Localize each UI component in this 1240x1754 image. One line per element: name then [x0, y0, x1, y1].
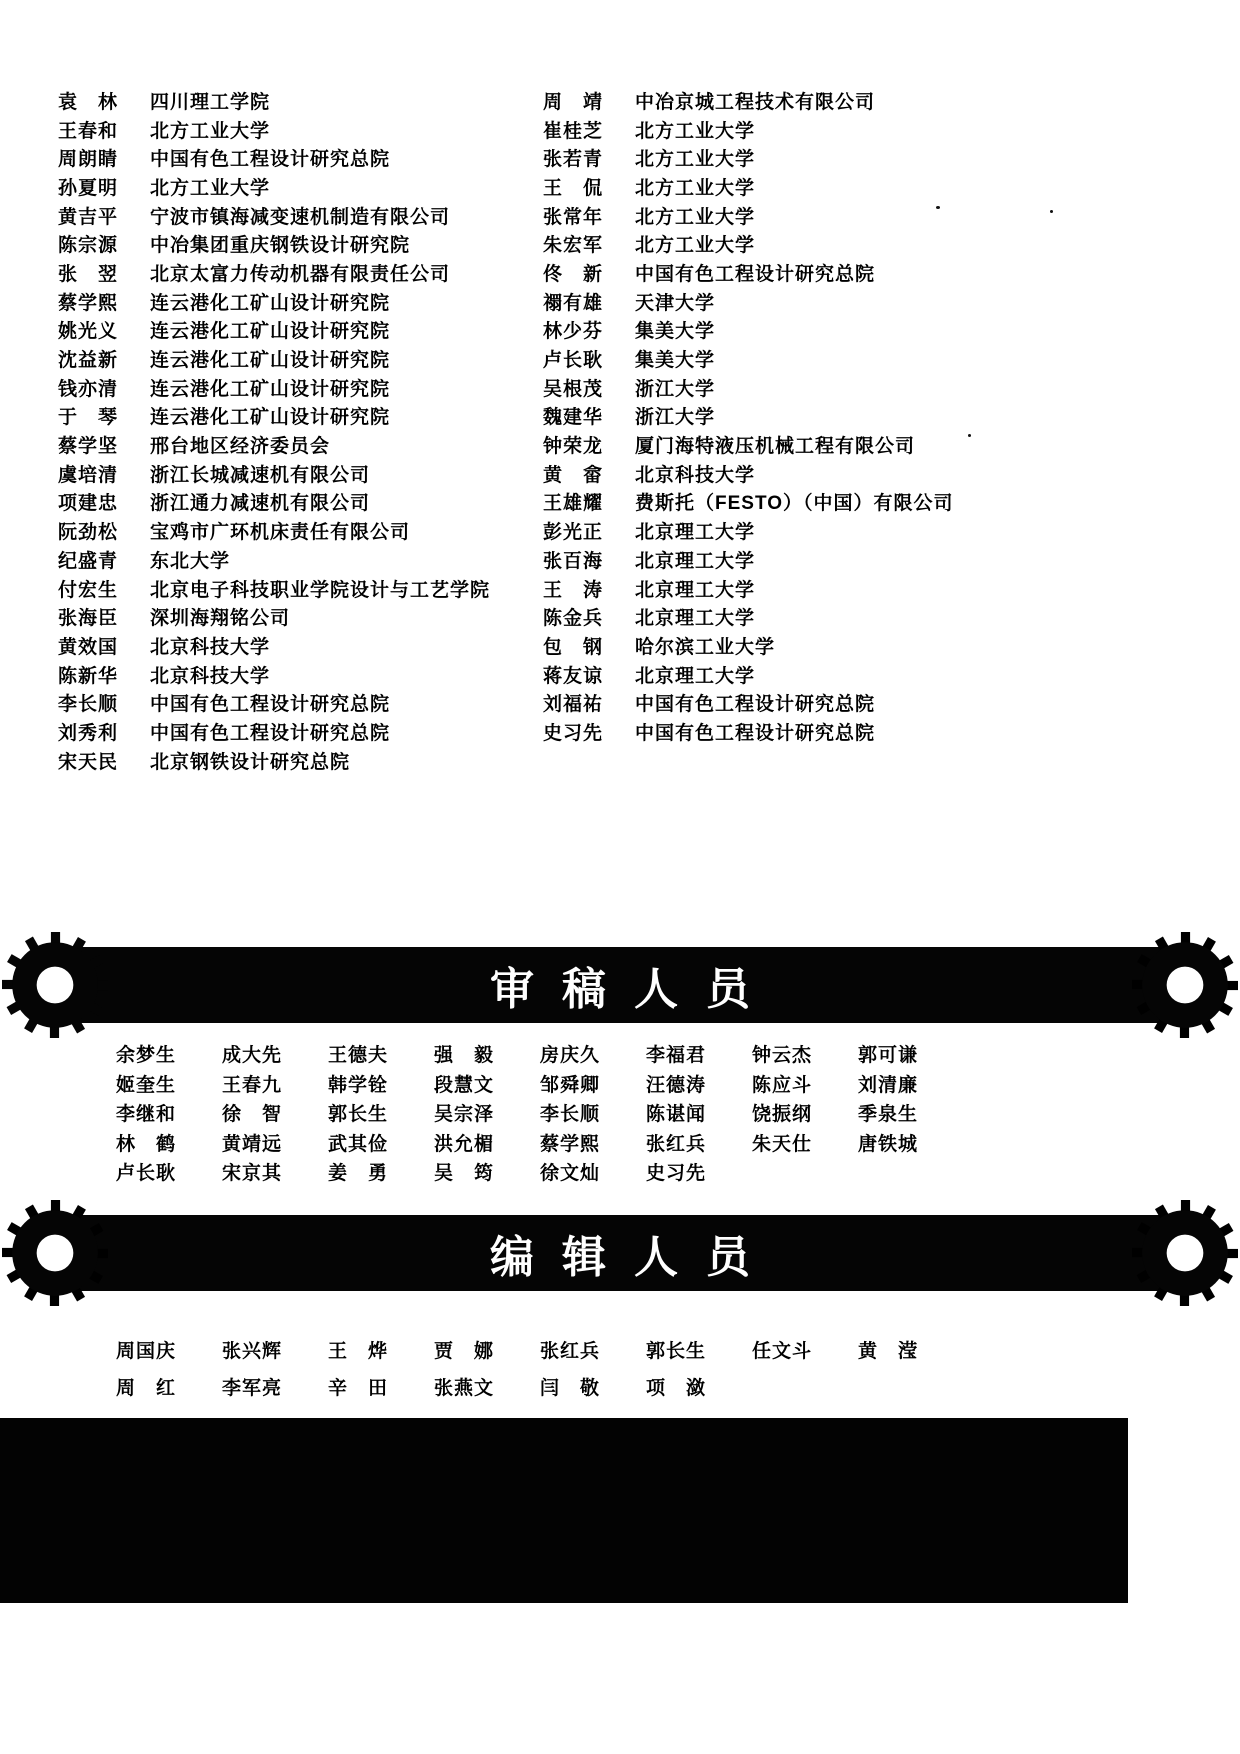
name-grid-row	[116, 1336, 964, 1373]
contributor-name: 刘福祐	[543, 694, 604, 716]
contributor-name: 王 涛	[543, 579, 604, 601]
contributor-affiliation: 北京理工大学	[635, 550, 756, 572]
contributor-name: 姚光义	[58, 321, 119, 343]
reviewer-name: 段慧文	[434, 1074, 495, 1096]
reviewer-name: 洪允楣	[434, 1133, 495, 1155]
contributor-name: 林少芬	[543, 321, 604, 343]
contributor-row	[58, 660, 533, 689]
contributor-row	[543, 459, 1193, 488]
contributor-affiliation: 连云港化工矿山设计研究院	[150, 350, 391, 372]
contributor-name: 周朗睛	[58, 149, 119, 171]
contributor-name: 王 侃	[543, 177, 604, 199]
reviewer-name: 徐 智	[222, 1104, 283, 1125]
name-grid-row	[116, 1099, 964, 1129]
reviewer-name: 姜 勇	[328, 1163, 389, 1184]
reviewer-name: 成大先	[222, 1045, 283, 1066]
contributor-affiliation: 北京科技大学	[150, 665, 271, 687]
reviewer-name: 吴 筠	[434, 1163, 495, 1184]
contributor-name: 刘秀利	[58, 722, 119, 744]
contributor-affiliation: 北方工业大学	[150, 120, 271, 142]
reviewer-name: 王德夫	[328, 1045, 389, 1066]
contributor-affiliation: 北京理工大学	[635, 665, 756, 687]
contributor-affiliation: 中国有色工程设计研究总院	[150, 722, 391, 744]
editor-name: 项 潋	[646, 1378, 707, 1399]
editor-name: 任文斗	[752, 1341, 813, 1362]
contributor-affiliation: 北方工业大学	[635, 177, 756, 199]
contributor-affiliation: 中国有色工程设计研究总院	[150, 694, 391, 716]
reviewer-name: 刘清廉	[858, 1074, 919, 1096]
contributor-name: 张若青	[543, 149, 604, 171]
editor-name: 黄 滢	[858, 1341, 919, 1362]
contributor-row	[58, 143, 533, 172]
contributor-name: 彭光正	[543, 522, 604, 544]
scan-noise-speck	[936, 206, 940, 209]
contributor-row	[58, 201, 533, 230]
contributor-affiliation: 北京电子科技职业学院设计与工艺学院	[150, 579, 491, 601]
contributor-affiliation: 浙江长城减速机有限公司	[150, 464, 371, 486]
contributor-name: 蔡学坚	[58, 436, 119, 458]
editor-name: 闫 敬	[540, 1378, 601, 1399]
reviewer-name: 吴宗泽	[434, 1104, 495, 1125]
contributor-affiliation: 费斯托（FESTO）（中国）有限公司	[635, 493, 954, 515]
reviewer-name: 陈谌闻	[646, 1104, 707, 1125]
contributor-name: 袁 林	[58, 91, 119, 113]
contributor-name: 李长顺	[58, 694, 119, 716]
contributor-row	[543, 143, 1193, 172]
contributor-row	[543, 316, 1193, 345]
banner-title: 审稿人员	[490, 965, 778, 1014]
reviewer-name: 郭长生	[328, 1104, 389, 1125]
contributor-row	[58, 459, 533, 488]
contributor-name: 史习先	[543, 722, 604, 744]
contributor-name: 包 钢	[543, 636, 604, 658]
contributor-affiliation: 浙江通力减速机有限公司	[150, 493, 371, 515]
contributor-affiliation: 浙江大学	[635, 378, 716, 400]
gear-icon	[1132, 1200, 1238, 1306]
editors-banner	[0, 1198, 1240, 1310]
contributor-row	[543, 201, 1193, 230]
reviewer-name: 韩学铨	[328, 1074, 389, 1096]
reviewer-name: 林 鹤	[116, 1133, 177, 1155]
contributor-row	[58, 574, 533, 603]
gear-icon	[1132, 932, 1238, 1038]
reviewer-name: 钟云杰	[752, 1045, 813, 1066]
contributor-row	[543, 287, 1193, 316]
contributor-row	[58, 86, 533, 115]
contributor-affiliation: 中国有色工程设计研究总院	[635, 263, 876, 285]
banner-bar	[36, 1216, 1204, 1290]
contributor-name: 陈金兵	[543, 608, 604, 630]
contributor-row	[543, 545, 1193, 574]
contributors-left-column	[58, 86, 533, 775]
name-grid-row	[116, 1158, 964, 1188]
contributor-row	[543, 488, 1193, 517]
contributor-affiliation: 北方工业大学	[635, 149, 756, 171]
contributor-name: 黄 畲	[543, 464, 604, 486]
editor-name: 辛 田	[328, 1378, 389, 1399]
contributor-row	[543, 373, 1193, 402]
contributor-row	[58, 430, 533, 459]
editor-name: 周 红	[116, 1378, 177, 1399]
contributor-row	[58, 688, 533, 717]
contributor-affiliation: 集美大学	[635, 350, 716, 372]
reviewer-name: 黄靖远	[222, 1133, 283, 1155]
editor-name: 郭长生	[646, 1341, 707, 1362]
contributor-affiliation: 中冶京城工程技术有限公司	[635, 91, 876, 113]
contributor-row	[543, 344, 1193, 373]
contributor-row	[543, 258, 1193, 287]
name-grid-row	[116, 1373, 964, 1410]
editor-name: 张兴辉	[222, 1341, 283, 1362]
contributor-row	[58, 717, 533, 746]
contributor-row	[543, 430, 1193, 459]
contributor-name: 佟 新	[543, 263, 604, 285]
contributor-row	[543, 717, 1193, 746]
contributor-name: 项建忠	[58, 493, 119, 515]
contributor-row	[543, 631, 1193, 660]
reviewer-name: 汪德涛	[646, 1074, 707, 1096]
reviewers-grid	[116, 1040, 964, 1188]
contributor-row	[58, 488, 533, 517]
editor-name: 贾 娜	[434, 1341, 495, 1362]
contributor-name: 沈益新	[58, 350, 119, 372]
contributor-affiliation: 连云港化工矿山设计研究院	[150, 321, 391, 343]
contributor-name: 虞培清	[58, 464, 119, 486]
scan-noise-speck	[968, 434, 971, 437]
contributor-name: 付宏生	[58, 579, 119, 601]
contributor-name: 崔桂芝	[543, 120, 604, 142]
reviewer-name: 李继和	[116, 1104, 177, 1125]
contributor-affiliation: 连云港化工矿山设计研究院	[150, 292, 391, 314]
contributor-name: 禤有雄	[543, 292, 604, 314]
contributor-name: 张海臣	[58, 608, 119, 630]
reviewer-name: 朱天仕	[752, 1133, 813, 1155]
reviewers-banner	[0, 930, 1240, 1042]
banner-bar	[36, 948, 1204, 1022]
contributor-row	[543, 574, 1193, 603]
contributor-affiliation: 哈尔滨工业大学	[635, 636, 776, 658]
contributor-row	[58, 746, 533, 775]
contributor-name: 黄吉平	[58, 206, 119, 228]
contributor-name: 孙夏明	[58, 177, 119, 199]
contributor-affiliation: 北京钢铁设计研究总院	[150, 751, 351, 773]
contributor-row	[58, 258, 533, 287]
contributor-affiliation: 北京太富力传动机器有限责任公司	[150, 263, 451, 285]
contributor-name: 周 靖	[543, 91, 604, 113]
contributor-name: 张常年	[543, 206, 604, 228]
contributor-affiliation: 北京理工大学	[635, 579, 756, 601]
contributor-name: 阮劲松	[58, 522, 119, 544]
reviewer-name: 房庆久	[540, 1045, 601, 1066]
contributor-name: 张 翌	[58, 263, 119, 285]
reviewer-name: 郭可谦	[858, 1045, 919, 1066]
name-grid-row	[116, 1040, 964, 1070]
contributor-name: 黄效国	[58, 636, 119, 658]
banner-title: 编辑人员	[490, 1233, 778, 1282]
contributor-row	[543, 229, 1193, 258]
reviewer-name: 饶振纲	[752, 1104, 813, 1125]
contributor-affiliation: 北京理工大学	[635, 522, 756, 544]
contributor-affiliation: 厦门海特液压机械工程有限公司	[635, 436, 916, 458]
editor-name: 张红兵	[540, 1341, 601, 1362]
contributor-affiliation: 天津大学	[635, 292, 716, 314]
contributors-right-column	[543, 86, 1193, 746]
scan-noise-speck	[1050, 210, 1053, 213]
contributor-row	[543, 86, 1193, 115]
contributor-name: 于 琴	[58, 407, 119, 429]
contributor-row	[543, 115, 1193, 144]
reviewer-name: 陈应斗	[752, 1074, 813, 1096]
reviewer-name: 蔡学熙	[540, 1133, 601, 1155]
contributor-name: 王春和	[58, 120, 119, 142]
contributor-name: 王雄耀	[543, 493, 604, 515]
contributor-row	[58, 229, 533, 258]
contributor-row	[58, 316, 533, 345]
editor-name: 李军亮	[222, 1378, 283, 1399]
reviewer-name: 史习先	[646, 1163, 707, 1184]
contributor-row	[58, 631, 533, 660]
contributor-name: 张百海	[543, 550, 604, 572]
contributor-affiliation: 连云港化工矿山设计研究院	[150, 407, 391, 429]
contributor-affiliation: 北京理工大学	[635, 608, 756, 630]
reviewer-name: 季泉生	[858, 1104, 919, 1125]
contributor-row	[543, 172, 1193, 201]
contributor-row	[543, 688, 1193, 717]
contributor-row	[543, 660, 1193, 689]
contributor-row	[58, 115, 533, 144]
contributor-name: 吴根茂	[543, 378, 604, 400]
name-grid-row	[116, 1129, 964, 1159]
contributor-affiliation: 中冶集团重庆钢铁设计研究院	[150, 235, 411, 257]
contributor-name: 魏建华	[543, 407, 604, 429]
reviewer-name: 李长顺	[540, 1104, 601, 1125]
contributor-name: 蒋友谅	[543, 665, 604, 687]
reviewer-name: 姬奎生	[116, 1074, 177, 1096]
contributor-name: 陈新华	[58, 665, 119, 687]
contributor-affiliation: 连云港化工矿山设计研究院	[150, 378, 391, 400]
contributor-name: 朱宏军	[543, 235, 604, 257]
contributor-affiliation: 北京科技大学	[150, 636, 271, 658]
contributor-affiliation: 四川理工学院	[150, 91, 271, 113]
contributor-name: 宋天民	[58, 751, 119, 773]
name-grid-row	[116, 1070, 964, 1100]
contributor-affiliation: 深圳海翔铭公司	[150, 608, 291, 630]
reviewer-name: 武其俭	[328, 1133, 389, 1155]
contributor-affiliation: 邢台地区经济委员会	[150, 436, 331, 458]
contributor-row	[543, 516, 1193, 545]
contributor-row	[58, 602, 533, 631]
gear-icon	[2, 1200, 108, 1306]
reviewer-name: 邹舜卿	[540, 1074, 601, 1096]
contributor-name: 钟荣龙	[543, 436, 604, 458]
editor-name: 周国庆	[116, 1341, 177, 1362]
reviewer-name: 唐铁城	[858, 1133, 919, 1155]
reviewer-name: 宋京其	[222, 1163, 283, 1184]
reviewer-name: 王春九	[222, 1074, 283, 1096]
contributor-affiliation: 集美大学	[635, 321, 716, 343]
contributor-affiliation: 中国有色工程设计研究总院	[150, 149, 391, 171]
contributor-row	[58, 516, 533, 545]
contributor-affiliation: 北方工业大学	[635, 206, 756, 228]
editor-name: 张燕文	[434, 1378, 495, 1399]
contributor-affiliation: 北方工业大学	[635, 120, 756, 142]
gear-icon	[2, 932, 108, 1038]
contributor-row	[543, 602, 1193, 631]
contributor-row	[543, 402, 1193, 431]
contributor-affiliation: 中国有色工程设计研究总院	[635, 694, 876, 716]
contributor-affiliation: 北方工业大学	[635, 235, 756, 257]
contributor-affiliation: 东北大学	[150, 550, 231, 572]
reviewer-name: 李福君	[646, 1045, 707, 1066]
contributor-name: 卢长耿	[543, 350, 604, 372]
reviewer-name: 张红兵	[646, 1133, 707, 1155]
reviewer-name: 强 毅	[434, 1045, 495, 1066]
contributor-row	[58, 545, 533, 574]
contributor-affiliation: 宁波市镇海减变速机制造有限公司	[150, 206, 451, 228]
reviewer-name: 余梦生	[116, 1045, 177, 1066]
reviewer-name: 卢长耿	[116, 1163, 177, 1184]
contributor-name: 蔡学熙	[58, 292, 119, 314]
contributor-row	[58, 287, 533, 316]
contributor-affiliation: 中国有色工程设计研究总院	[635, 722, 876, 744]
editors-grid	[116, 1336, 964, 1410]
contributor-affiliation: 北方工业大学	[150, 177, 271, 199]
contributor-row	[58, 373, 533, 402]
contributor-name: 钱亦清	[58, 378, 119, 400]
editor-name: 王 烨	[328, 1341, 389, 1362]
reviewer-name: 徐文灿	[540, 1163, 601, 1184]
contributor-row	[58, 402, 533, 431]
contributor-row	[58, 344, 533, 373]
contributor-row	[58, 172, 533, 201]
contributor-name: 陈宗源	[58, 235, 119, 257]
contributor-affiliation: 宝鸡市广环机床责任有限公司	[150, 522, 411, 544]
contributor-affiliation: 浙江大学	[635, 407, 716, 429]
contributor-affiliation: 北京科技大学	[635, 464, 756, 486]
redacted-block	[0, 1418, 1128, 1603]
contributor-name: 纪盛青	[58, 550, 119, 572]
